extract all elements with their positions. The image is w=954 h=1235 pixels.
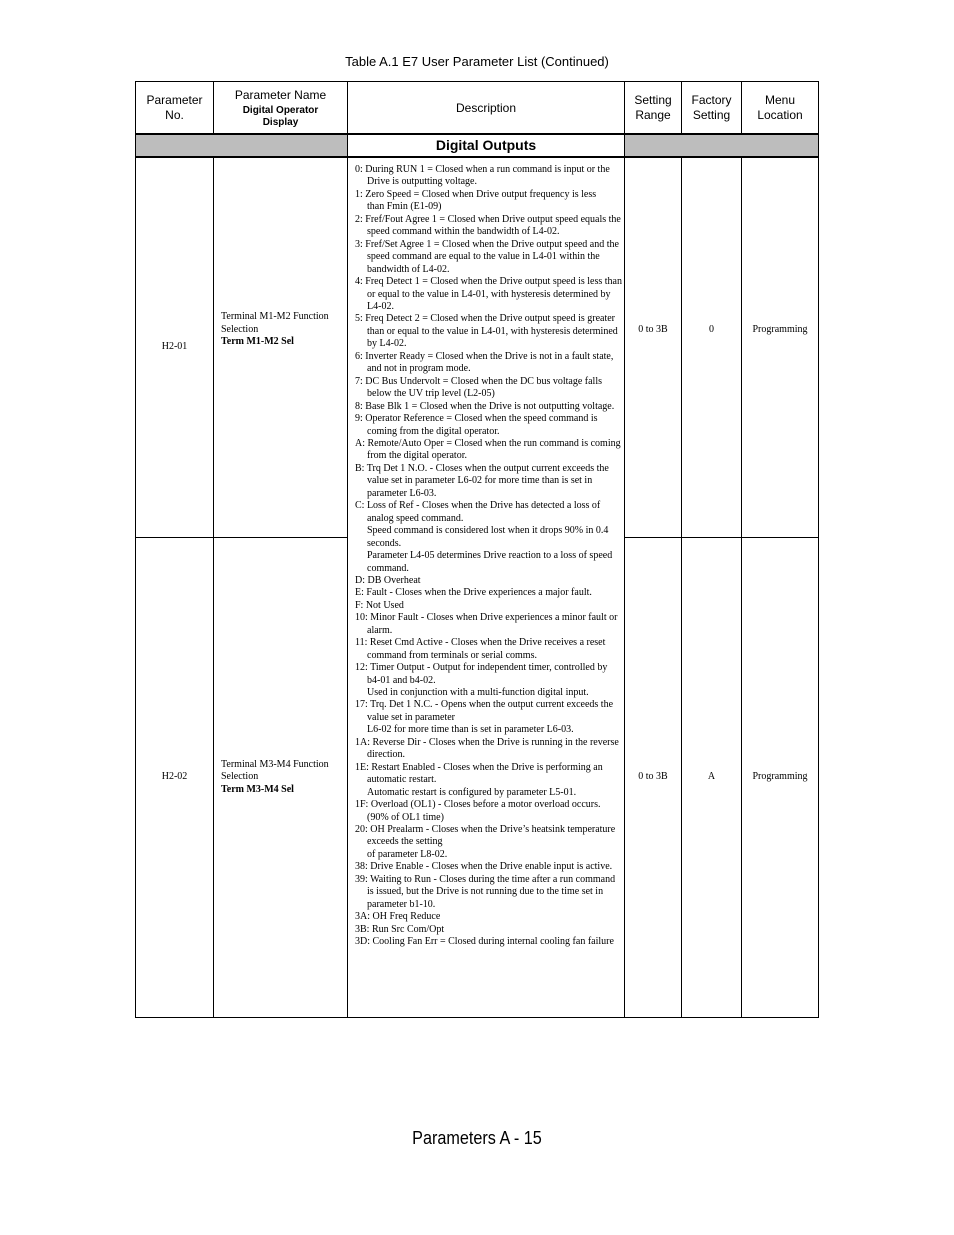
description-item: F: Not Used (355, 599, 404, 611)
description-item: 4: Freq Detect 1 = Closed when the Drive output speed is less than or equal to the value in L4-01, with hysteresis determined by L4-02. (355, 276, 622, 312)
description-item: 7: DC Bus Undervolt = Closed when the DC bus voltage falls below the UV trip level (L2-05) (355, 375, 603, 400)
description-item: 39: Waiting to Run - Closes during the time after a run command is issued, but the Drive is not running due to the time set in parameter b1-10. (355, 873, 616, 910)
row2-param-no-text: H2-02 (161, 771, 188, 783)
row1-display-text: Term M1-M2 Sel (221, 336, 294, 348)
description-item: than Fmin (E1-09) (367, 201, 442, 213)
description-item: Used in conjunction with a multi-function digital input. (367, 687, 589, 699)
description-item: Speed command is considered lost when it drops 90% in 0.4 seconds. (367, 525, 609, 549)
description-item: of parameter L8-02. (367, 848, 448, 860)
section-shade-right (625, 135, 818, 156)
row1-param-no-text: H2-01 (161, 341, 188, 353)
header-param-name-sub: Digital Operator Display (242, 104, 319, 128)
row1-factory-text: 0 (709, 323, 714, 335)
description-item: 38: Drive Enable - Closes when the Drive enable input is active. (355, 861, 613, 873)
col-line-1b (213, 157, 214, 1018)
header-param-name-label: Parameter Name (234, 87, 327, 102)
table-bottom-border (135, 1017, 819, 1018)
description-item: 0: During RUN 1 = Closed when a run command is input or the Drive is outputting voltage. (355, 164, 610, 188)
header-param-no-label: Parameter No. (146, 93, 203, 122)
description-item: 17: Trq. Det 1 N.C. - Opens when the output current exceeds the value set in parameter (355, 699, 614, 723)
header-factory-setting (682, 82, 741, 134)
row2-range-text: 0 to 3B (638, 771, 668, 783)
col-line-2 (347, 81, 348, 1018)
row2-param-name (221, 538, 345, 1017)
header-description-label: Description (455, 100, 517, 115)
header-param-name (214, 82, 347, 134)
description-item: Automatic restart is configured by parameter L5-01. (367, 786, 577, 798)
header-setting-range (625, 82, 681, 134)
description-item: 10: Minor Fault - Closes when Drive experiences a minor fault or alarm. (355, 612, 618, 636)
description-item: 5: Freq Detect 2 = Closed when the Drive output speed is greater than or equal to the value in L4-01, with hysteresis determined by L4-02. (355, 313, 618, 350)
description-item: 8: Base Blk 1 = Closed when the Drive is not outputting voltage. (355, 400, 615, 412)
description-item: 3A: OH Freq Reduce (355, 911, 441, 923)
header-menu-location-label: Menu Location (757, 93, 803, 122)
description-item: 3B: Run Src Com/Opt (355, 923, 445, 935)
description-item: 1: Zero Speed = Closed when Drive output frequency is less (355, 188, 597, 200)
description-item: B: Trq Det 1 N.O. - Closes when the output current exceeds the value set in parameter L6-02 for more time than is set in parameter L6-03. (355, 462, 609, 499)
row2-name-text: Terminal M3-M4 Function Selection (221, 758, 329, 783)
description-item: 20: OH Prealarm - Closes when the Drive’s heatsink temperature exceeds the setting (355, 824, 616, 848)
description-item: 1E: Restart Enabled - Closes when the Drive is performing an automatic restart. (355, 761, 603, 786)
row1-range (625, 158, 681, 502)
description-list (355, 164, 623, 949)
description-item: 1A: Reverse Dir - Closes when the Drive is running in the reverse direction. (355, 736, 619, 761)
description-item: 2: Fref/Fout Agree 1 = Closed when Drive output speed equals the speed command within the bandwidth of L4-02. (355, 213, 621, 238)
description-item: E: Fault - Closes when the Drive experiences a major fault. (355, 587, 592, 599)
row2-factory (682, 538, 741, 1017)
row1-param-no (136, 158, 213, 537)
description-item: 12: Timer Output - Output for independent timer, controlled by b4-01 and b4-02. (355, 662, 608, 686)
description-item: 9: Operator Reference = Closed when the speed command is coming from the digital operator. (355, 413, 598, 437)
description-item: A: Remote/Auto Oper = Closed when the run command is coming from the digital operator. (355, 437, 621, 462)
description-item: L6-02 for more time than is set in parameter L6-03. (367, 724, 574, 736)
row1-param-name (221, 158, 345, 502)
description-item: 3: Fref/Set Agree 1 = Closed when the Drive output speed and the speed command are equal to the value in L4-01 within the bandwidth of L4-02. (355, 238, 619, 275)
row2-param-no (136, 538, 213, 1017)
description-item: 3D: Cooling Fan Err = Closed during internal cooling fan failure (355, 936, 614, 948)
header-description (348, 82, 624, 134)
row2-factory-text: A (707, 771, 716, 783)
description-item: 11: Reset Cmd Active - Closes when the Drive receives a reset command from terminals or serial comms. (355, 637, 606, 661)
description-item: Parameter L4-05 determines Drive reaction to a loss of speed command. (367, 550, 613, 574)
row2-menu (742, 538, 818, 1017)
header-param-no (136, 82, 213, 134)
col-line-6 (818, 81, 819, 1018)
section-shade-left (136, 135, 347, 156)
description-item: C: Loss of Ref - Closes when the Drive has detected a loss of analog speed command. (355, 500, 601, 524)
row1-range-text: 0 to 3B (638, 323, 668, 335)
header-factory-setting-label: Factory Setting (691, 93, 732, 122)
description-item: 1F: Overload (OL1) - Closes before a motor overload occurs. (90% of OL1 time) (355, 799, 601, 823)
row1-menu-text: Programming (752, 323, 808, 335)
row2-display-text: Term M3-M4 Sel (221, 783, 294, 795)
description-item: 6: Inverter Ready = Closed when the Drive is not in a fault state, and not in program mode. (355, 350, 614, 375)
row2-range (625, 538, 681, 1017)
table-caption: Table A.1 E7 User Parameter List (Continued) (345, 54, 609, 69)
row1-menu (742, 158, 818, 502)
page-footer: Parameters A - 15 (412, 1128, 542, 1148)
section-title: Digital Outputs (435, 137, 537, 153)
description-item: D: DB Overheat (355, 574, 421, 586)
row1-name-text: Terminal M1-M2 Function Selection (221, 311, 329, 335)
row1-factory (682, 158, 741, 502)
header-menu-location (742, 82, 818, 134)
row2-menu-text: Programming (752, 771, 808, 783)
header-setting-range-label: Setting Range (634, 93, 672, 122)
